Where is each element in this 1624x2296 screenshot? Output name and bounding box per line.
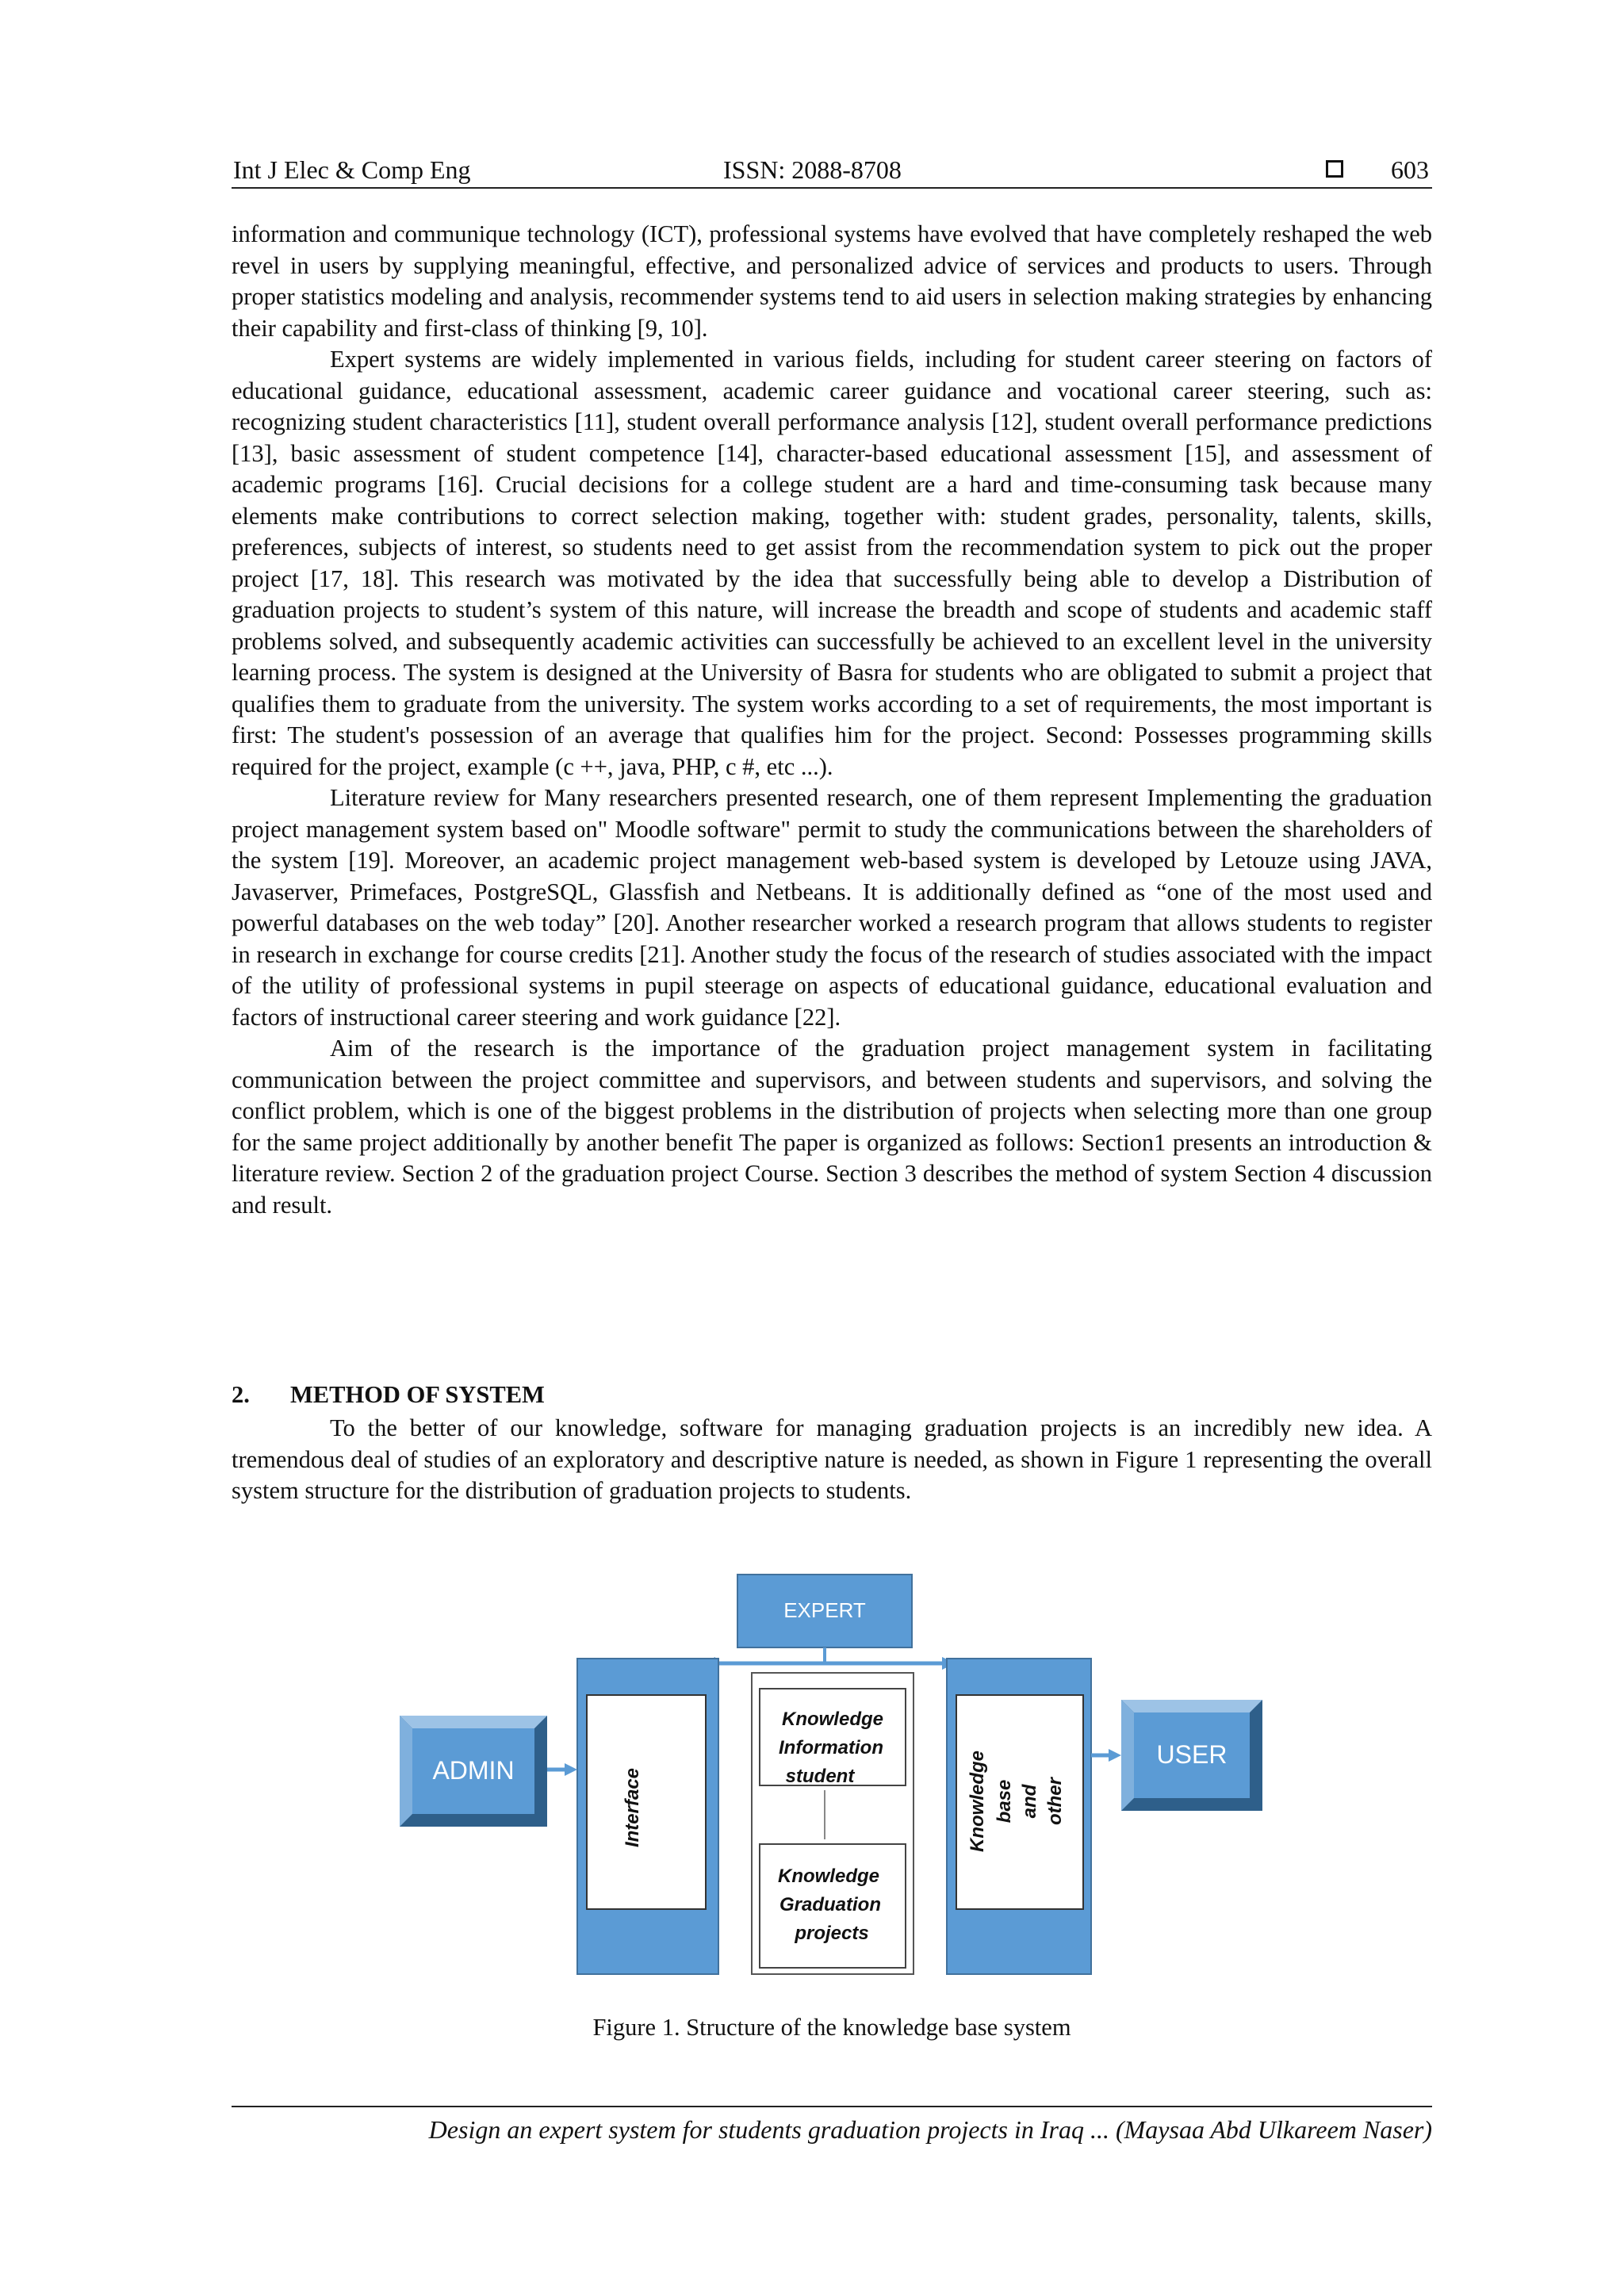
interface-box bbox=[587, 1695, 706, 1909]
paragraph: information and communique technology (ICT), professional systems have evolved that have completely reshaped the web revel in users by supplying meaningful, effective, and personalized advice of services and products to users. Through proper statistics modeling and analysis, recommender systems tend to aid users in selection making strategies by enhancing their capability and first-class of thinking [9, 10]. bbox=[232, 220, 1432, 342]
paragraph: Aim of the research is the importance of the graduation project management system in facilitating communication between the project committee and supervisors, and between students and supervisors, and solving the conflict problem, which is one of the biggest problems in the distribution of projects when selecting more than one group for the same project additionally by another benefit The paper is organized as follows: Section1 presents an introduction & literature review. Section 2 of the graduation project Course. Section 3 describes the method of system Section 4 discussion and result. bbox=[232, 1035, 1432, 1219]
kb-other-line: other bbox=[1044, 1777, 1066, 1825]
kb-student-line: Information bbox=[779, 1737, 883, 1758]
section-title: METHOD OF SYSTEM bbox=[290, 1381, 545, 1408]
admin-bevel-left bbox=[400, 1716, 412, 1827]
method-text bbox=[232, 1413, 1432, 1507]
user-bevel-top bbox=[1121, 1700, 1262, 1712]
paragraph: Expert systems are widely implemented in various fields, including for student career steering on factors of educational guidance, educational assessment, academic career guidance and vocational career steering, such as: recognizing student characteristics [11], student overall performance analysis [12], student overall performance predictions [13], basic assessment of student competence [14], character-based educational assessment [15], and assessment of academic programs [16]. Crucial decisions for a college student are a hard and time-consuming task because many elements make contributions to correct selection making, together with: student grades, personality, talents, skills, preferences, subjects of interest, so students need to get assist from the recommendation system to pick out the proper project [17, 18]. This research was motivated by the idea that successfully being able to develop a Distribution of graduation projects to student’s system of this nature, will increase the breadth and scope of students and academic staff problems solved, and subsequently academic activities can successfully be achieved to an excellent level in the university learning process. The system is designed at the University of Basra for students who are obligated to submit a project that qualifies them to graduate from the university. The system works according to a set of requirements, the most important is first: The student's possession of an average that qualifies him for the project. Second: Possesses programming skills required for the project, example (c ++, java, PHP, c #, etc ...). bbox=[232, 346, 1432, 780]
paragraph: To the better of our knowledge, software for managing graduation projects is an incredibly new idea. A tremendous deal of studies of an exploratory and descriptive nature is needed, as shown in Figure 1 representing the overall system structure for the distribution of graduation projects to students. bbox=[232, 1414, 1432, 1504]
admin-label: ADMIN bbox=[432, 1756, 515, 1785]
paragraph: Literature review for Many researchers presented research, one of them represent Implementing the graduation project management system based on" Moodle software" permit to study the communications between the shareholders of the system [19]. Moreover, an academic project management web-based system is developed by Letouze using JAVA, Javaserver, Primefaces, PostgreSQL, Glassfish and Netbeans. It is additionally defined as “one of the most used and powerful databases on the web today” [20]. Another researcher worked a research program that allows students to register in research in exchange for course credits [21]. Another study the focus of the research of studies associated with the impact of the utility of professional systems in pupil steerage on aspects of educational guidance, educational evaluation and factors of instructional career steering and work guidance [22]. bbox=[232, 784, 1432, 1031]
figure-1 bbox=[396, 1570, 1269, 1982]
journal-name: Int J Elec & Comp Eng bbox=[233, 155, 471, 184]
kb-projects-line: projects bbox=[795, 1923, 869, 1944]
kb-other-line: and bbox=[1019, 1784, 1040, 1819]
section-number: 2. bbox=[232, 1381, 250, 1408]
user-bevel-left bbox=[1121, 1700, 1134, 1811]
running-footer: Design an expert system for students graduation projects in Iraq ... (Maysaa Abd Ulkareem Naser) bbox=[232, 2106, 1432, 2145]
figure-caption: Figure 1. Structure of the knowledge base system bbox=[592, 2014, 1071, 2041]
kb-student-line: Knowledge bbox=[781, 1709, 884, 1730]
kb-other-line: base bbox=[994, 1779, 1015, 1823]
arrow-right-icon bbox=[1109, 1749, 1121, 1762]
user-label: USER bbox=[1156, 1740, 1228, 1769]
page-number: 603 bbox=[1391, 155, 1429, 184]
expert-label: EXPERT bbox=[783, 1598, 866, 1622]
square-bullet-icon bbox=[1326, 160, 1343, 178]
interface-label: Interface bbox=[622, 1767, 643, 1848]
kb-student-line: student bbox=[785, 1766, 855, 1787]
kb-projects-line: Knowledge bbox=[777, 1866, 880, 1887]
kb-other-line: Knowledge bbox=[967, 1750, 988, 1853]
arrow-right-icon bbox=[565, 1763, 577, 1776]
introduction-text bbox=[232, 219, 1432, 1221]
knowledge-base-diagram bbox=[396, 1570, 1269, 1982]
kb-projects-line: Graduation bbox=[779, 1894, 882, 1915]
issn: ISSN: 2088-8708 bbox=[723, 155, 902, 184]
running-header bbox=[232, 152, 1432, 189]
section-heading bbox=[232, 1381, 545, 1409]
admin-bevel-top bbox=[400, 1716, 547, 1728]
